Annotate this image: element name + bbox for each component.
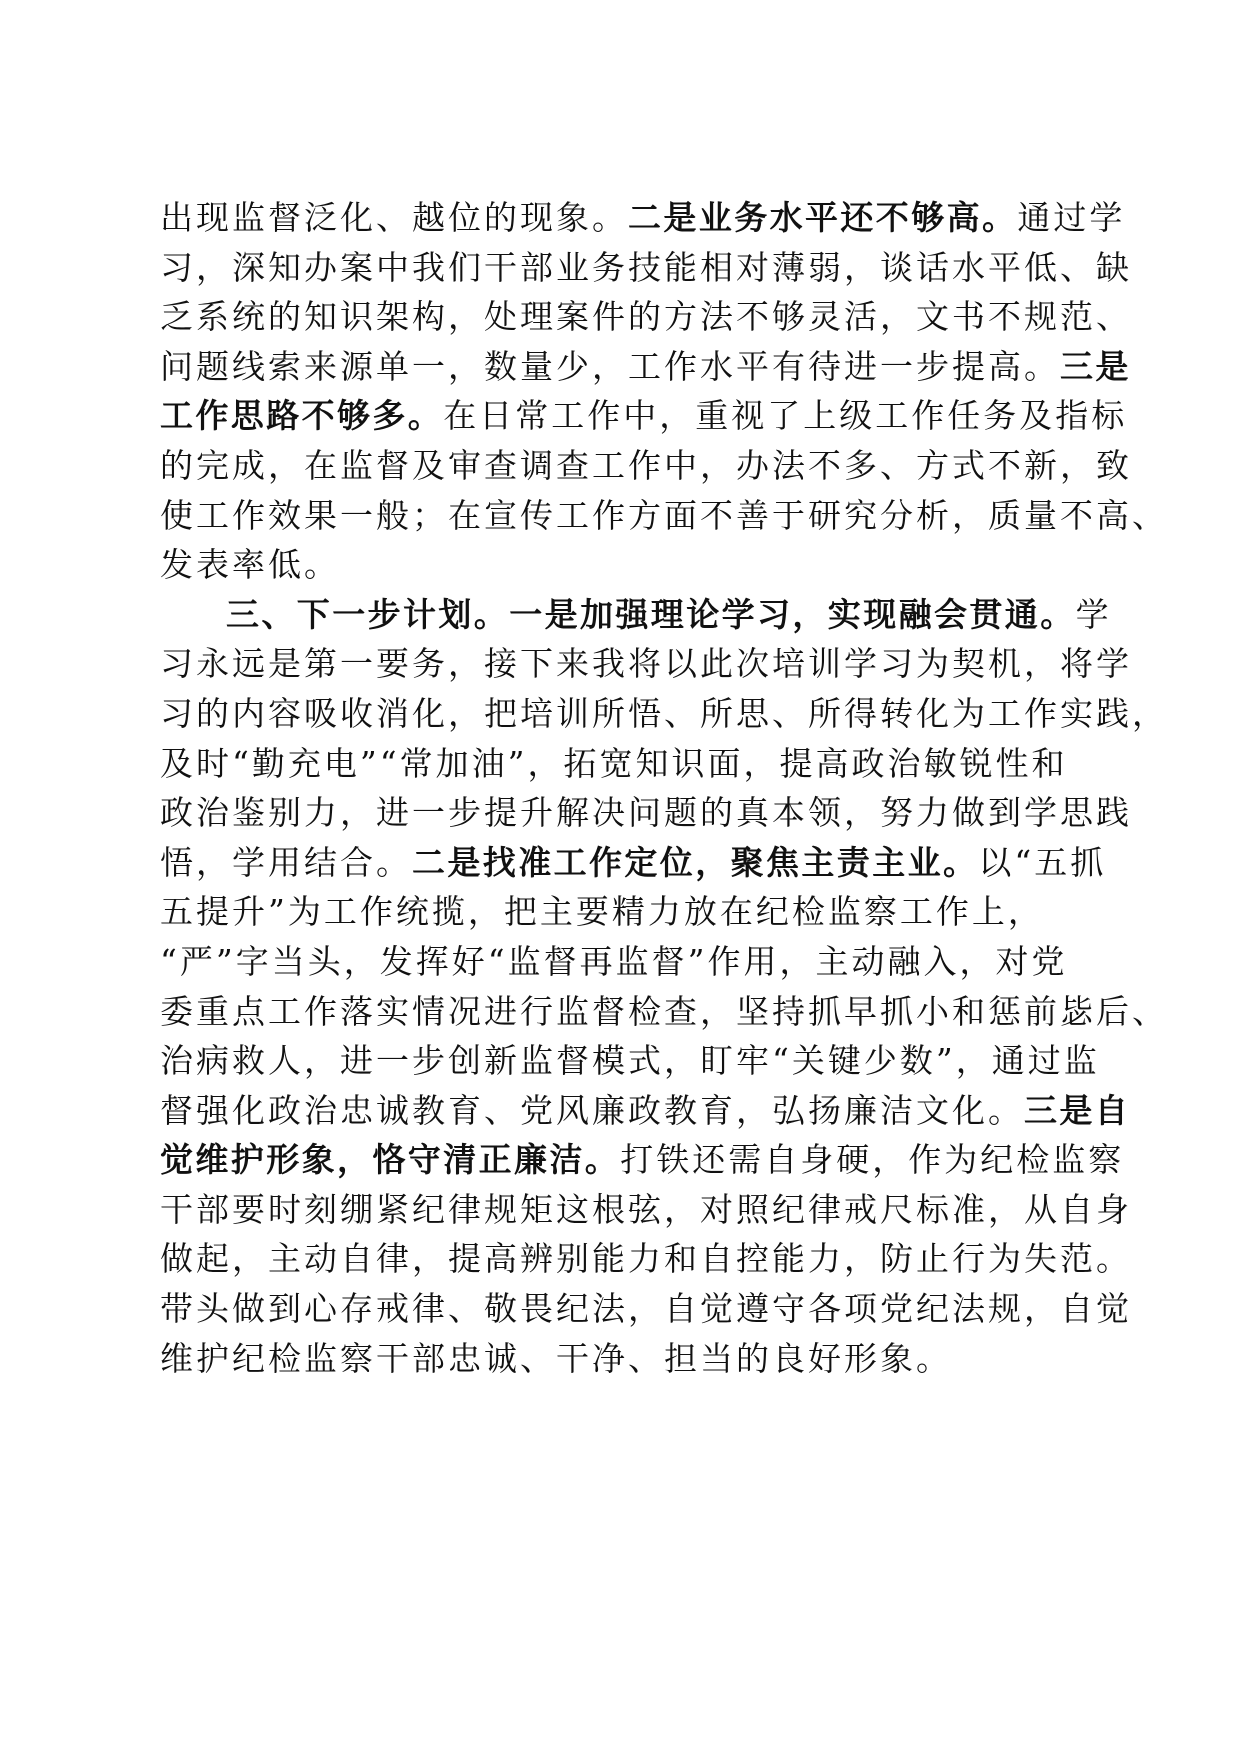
- text-line: [160, 1036, 1100, 1086]
- text-segment: 及时“勤充电”“常加油”，拓宽知识面，提高政治敏锐性和: [160, 743, 1068, 783]
- text-segment: 悟，学用结合。: [160, 842, 412, 882]
- text-segment: “严”字当头，发挥好“监督再监督”作用，主动融入，对党: [160, 941, 1068, 981]
- text-line: [160, 887, 1100, 937]
- text-line: [160, 1284, 1132, 1334]
- text-segment: 问题线索来源单一，数量少，工作水平有待进一步提高。: [160, 346, 1060, 386]
- paragraph: [160, 590, 1168, 1384]
- text-segment: 在日常工作中，重视了上级工作任务及指标: [443, 396, 1128, 436]
- text-segment: 以“五抓: [978, 842, 1107, 882]
- text-line: [160, 1334, 1100, 1384]
- text-segment: 使工作效果一般；在宣传工作方面不善于研究分析，质量不高、: [160, 495, 1168, 535]
- text-line: [160, 292, 1132, 342]
- text-segment: 出现监督泛化、越位的现象。: [160, 198, 628, 237]
- bold-text-segment: 三、下一步计划。: [226, 594, 510, 634]
- text-line: [160, 987, 1168, 1037]
- paragraph: [160, 193, 1168, 590]
- text-segment: 政治鉴别力，进一步提升解决问题的真本领，努力做到学思践: [160, 793, 1132, 833]
- text-segment: 委重点工作落实情况进行监督检查，坚持抓早抓小和惩前毖后、: [160, 991, 1168, 1031]
- text-segment: 做起，主动自律，提高辨别能力和自控能力，防止行为失范。: [160, 1239, 1132, 1279]
- text-segment: 习，深知办案中我们干部业务技能相对薄弱，谈话水平低、缺: [160, 247, 1132, 287]
- text-line: [160, 342, 1131, 392]
- text-line: [160, 391, 1128, 441]
- text-segment: 乏系统的知识架构，处理案件的方法不够灵活，文书不规范、: [160, 297, 1132, 337]
- text-segment: 发表率低。: [160, 545, 340, 585]
- bold-text-segment: 觉维护形象，恪守清正廉洁。: [160, 1140, 621, 1180]
- bold-text-segment: 三是自: [1024, 1090, 1131, 1130]
- text-line: [160, 739, 1100, 789]
- text-line: [160, 540, 1100, 590]
- bold-text-segment: 二是找准工作定位，聚焦主责主业。: [412, 842, 979, 882]
- text-line: [160, 838, 1107, 888]
- bold-text-segment: 二是业务水平还不够高。: [628, 198, 1018, 237]
- text-line: [160, 1234, 1132, 1284]
- text-line: [160, 193, 1126, 243]
- text-segment: 维护纪检监察干部忠诚、干净、担当的良好形象。: [160, 1338, 952, 1378]
- text-line: [160, 689, 1168, 739]
- text-segment: 五提升”为工作统揽，把主要精力放在纪检监察工作上，: [160, 892, 1044, 932]
- text-segment: 治病救人，进一步创新监督模式，盯牢“关键少数”，通过监: [160, 1041, 1100, 1081]
- text-line: [160, 590, 1112, 640]
- text-segment: 打铁还需自身硬，作为纪检监察: [620, 1140, 1125, 1180]
- text-line: [160, 491, 1168, 541]
- document-body: [160, 193, 1168, 1383]
- text-segment: 带头做到心存戒律、敬畏纪法，自觉遵守各项党纪法规，自觉: [160, 1289, 1132, 1329]
- text-line: [160, 441, 1132, 491]
- text-line: [160, 1086, 1131, 1136]
- text-line: [160, 1185, 1132, 1235]
- text-segment: 习的内容吸收消化，把培训所悟、所思、所得转化为工作实践，: [160, 693, 1168, 733]
- text-segment: 通过学: [1017, 198, 1126, 237]
- text-segment: 干部要时刻绷紧纪律规矩这根弦，对照纪律戒尺标准，从自身: [160, 1189, 1132, 1229]
- text-segment: 督强化政治忠诚教育、党风廉政教育，弘扬廉洁文化。: [160, 1090, 1024, 1130]
- text-line: [160, 1135, 1125, 1185]
- text-line: [160, 243, 1132, 293]
- text-segment: 学: [1075, 594, 1112, 634]
- bold-text-segment: 工作思路不够多。: [160, 396, 444, 436]
- text-segment: 习永远是第一要务，接下来我将以此次培训学习为契机，将学: [160, 644, 1132, 684]
- bold-text-segment: 一是加强理论学习，实现融会贯通。: [509, 594, 1076, 634]
- text-line: [160, 788, 1132, 838]
- bold-text-segment: 三是: [1060, 346, 1131, 386]
- text-line: [160, 639, 1132, 689]
- text-line: [160, 937, 1100, 987]
- text-segment: 的完成，在监督及审查调查工作中，办法不多、方式不新，致: [160, 445, 1132, 485]
